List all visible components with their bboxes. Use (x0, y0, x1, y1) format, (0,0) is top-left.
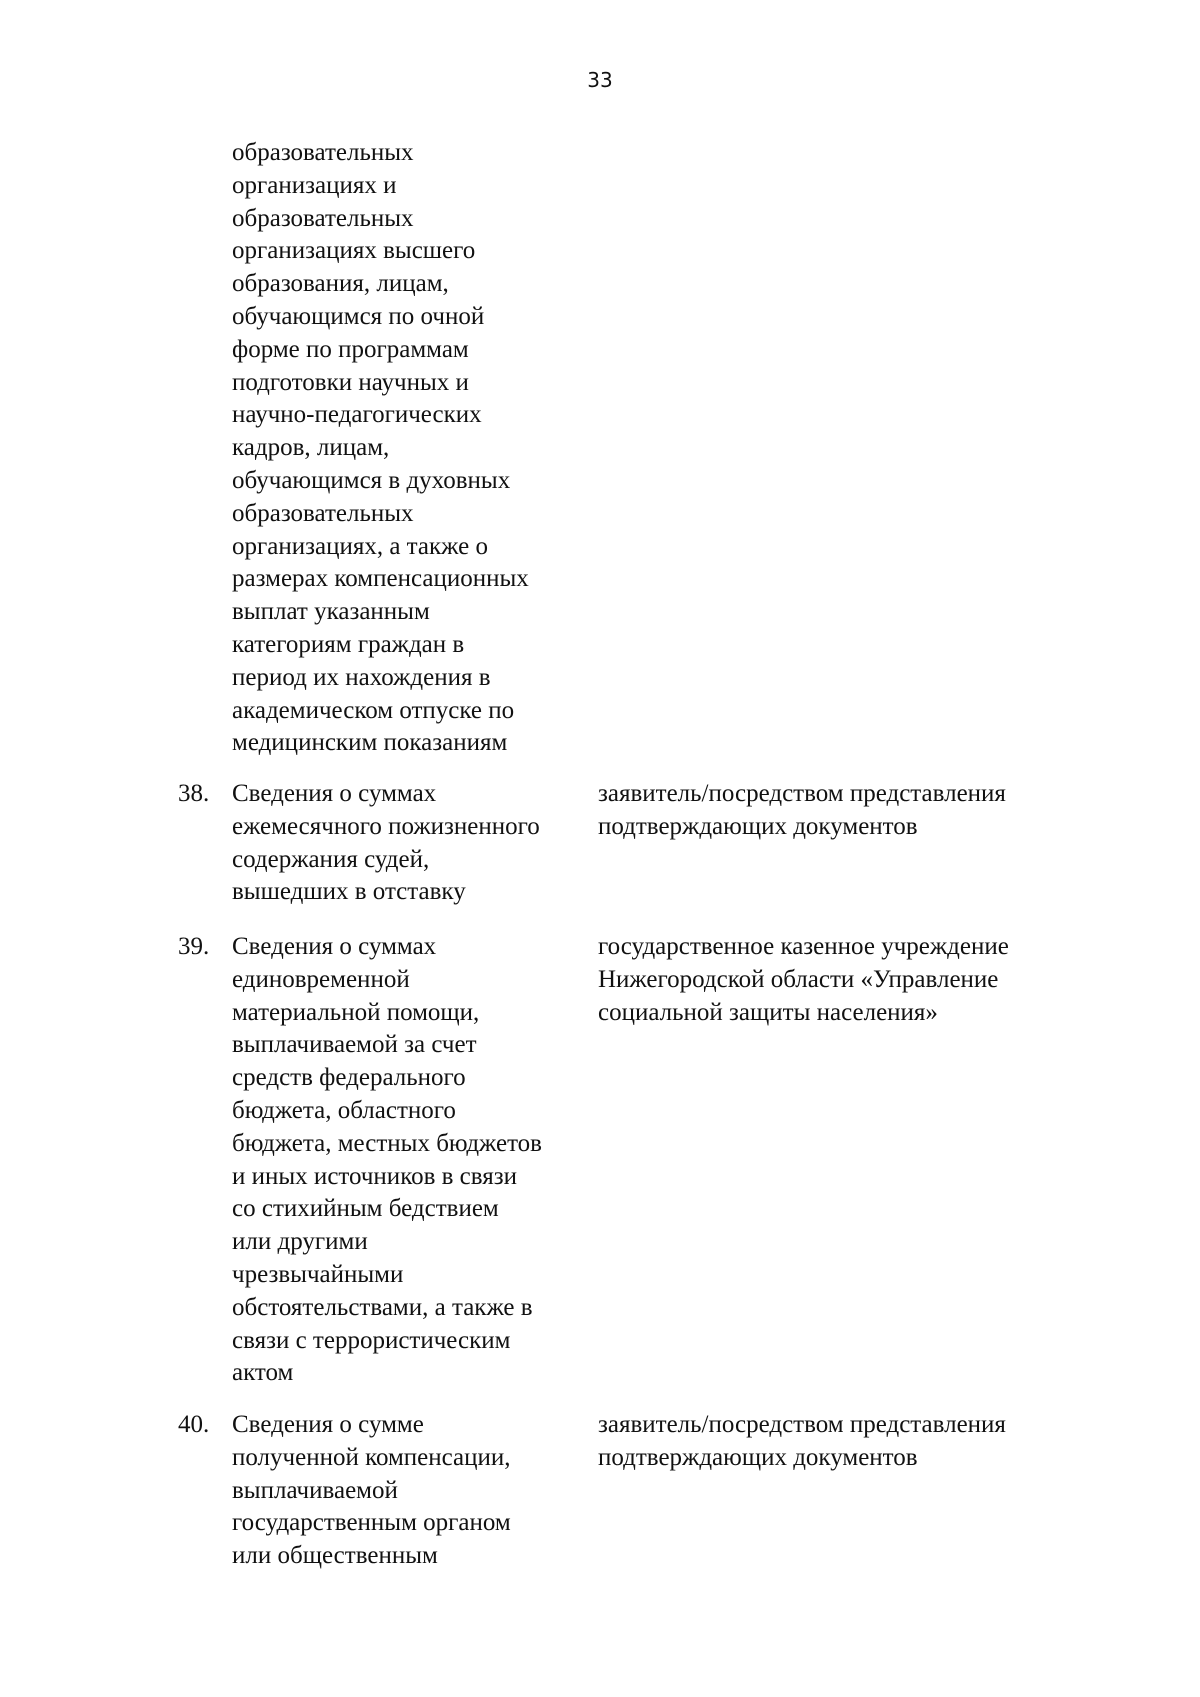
text-line: подтверждающих документов (598, 1443, 918, 1471)
text-line: заявитель/посредством представления (598, 1411, 1006, 1438)
text-line: образовательных (232, 139, 414, 166)
text-line: чрезвычайными (232, 1260, 404, 1288)
text-line: выплачиваемой за счет (232, 1031, 477, 1059)
text-line: академическом отпуске по (232, 696, 515, 724)
text-line: организациях высшего (232, 237, 476, 265)
text-line: период их нахождения в (232, 663, 491, 691)
text-line: средств федерального (232, 1064, 466, 1092)
text-line: образовательных (232, 499, 414, 527)
text-line: размерах компенсационных (232, 565, 529, 593)
text-line: бюджета, местных бюджетов (232, 1129, 542, 1157)
row-source (598, 778, 1098, 844)
text-line: научно-педагогических (232, 401, 482, 429)
text-line: актом (232, 1359, 294, 1387)
text-line: социальной защиты населения» (598, 998, 938, 1026)
text-line: со стихийным бедствием (232, 1195, 499, 1223)
continued-row-name (232, 137, 592, 760)
page-number: 33 (587, 68, 613, 92)
row-source (598, 931, 1098, 1029)
text-line: или общественным (232, 1542, 438, 1570)
text-line: организациях, а также о (232, 532, 488, 560)
text-line: содержания судей, (232, 845, 430, 873)
row-name (232, 1409, 592, 1573)
text-line: обучающимся в духовных (232, 466, 511, 494)
text-line: выплат указанным (232, 598, 430, 626)
text-line: подготовки научных и (232, 368, 469, 396)
text-line: подтверждающих документов (598, 812, 918, 840)
text-line: кадров, лицам, (232, 434, 390, 462)
row-number: 40. (178, 1411, 210, 1438)
text-line: единовременной (232, 965, 410, 993)
text-line: образования, лицам, (232, 270, 449, 298)
text-line: вышедших в отставку (232, 878, 466, 906)
text-line: материальной помощи, (232, 998, 480, 1026)
text-line: обучающимся по очной (232, 302, 485, 330)
text-line: Сведения о суммах (232, 780, 437, 807)
text-line: бюджета, областного (232, 1096, 456, 1124)
text-line: форме по программам (232, 335, 469, 363)
text-line: и иных источников в связи (232, 1162, 517, 1190)
text-line: Нижегородской области «Управление (598, 965, 999, 993)
row-name (232, 778, 592, 909)
text-line: выплачиваемой (232, 1476, 398, 1504)
text-line: медицинским показаниям (232, 729, 508, 757)
text-line: заявитель/посредством представления (598, 780, 1006, 807)
text-line: или другими (232, 1228, 368, 1256)
text-line: Сведения о суммах (232, 933, 437, 960)
row-name (232, 931, 592, 1390)
text-line: обстоятельствами, а также в (232, 1293, 533, 1321)
text-line: организациях и (232, 171, 397, 199)
row-source (598, 1409, 1098, 1475)
text-line: государственным органом (232, 1509, 511, 1537)
text-line: полученной компенсации, (232, 1443, 511, 1471)
text-line: связи с террористическим (232, 1326, 511, 1354)
text-line: образовательных (232, 204, 414, 232)
row-number: 39. (178, 933, 210, 960)
row-number: 38. (178, 780, 210, 807)
text-line: ежемесячного пожизненного (232, 812, 540, 840)
text-line: государственное казенное учреждение (598, 933, 1009, 960)
text-line: Сведения о сумме (232, 1411, 424, 1438)
text-line: категориям граждан в (232, 630, 465, 658)
